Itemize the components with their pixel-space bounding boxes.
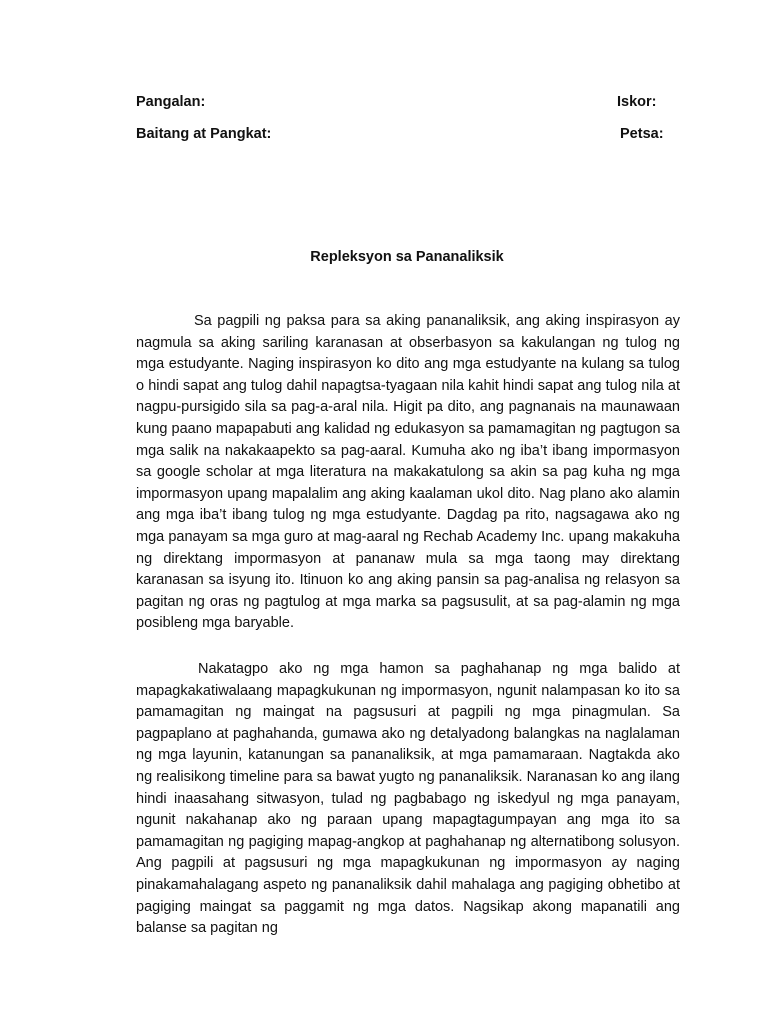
score-label: Iskor: [617,94,657,110]
date-label: Petsa: [620,126,664,142]
document-title: Repleksyon sa Pananaliksik [310,249,504,265]
paragraph-1: Sa pagpili ng paksa para sa aking pananaliksik, ang aking inspirasyon ay nagmula sa aking sariling karanasan at obserbasyon sa kakulangan ng tulog ng mga estudyante. Naging inspirasyon ko dito ang mga estudyante na kulang sa tulog o hindi sapat ang tulog dahil napagtsa-tyagaan nila kahit hindi sapat ang tulog nila at nagpu-pursigido sila sa pag-a-aral nila. Higit pa dito, ang pagnanais na maunawaan kung paano mapapabuti ang kalidad ng edukasyon sa pamamagitan ng pagtugon sa mga salik na nakakaapekto sa pag-aaral. Kumuha ako ng iba’t ibang impormasyon sa google scholar at mga literatura na makakatulong sa akin sa pag kuha ng mga impormasyon upang mapalalim ang aking kaalaman ukol dito. Nag plano ako alamin ang mga iba’t ibang tulog ng mga estudyante. Dagdag pa rito, nagsagawa ako ng mga panayam sa mga guro at mag-aaral ng Rechab Academy Inc. upang makakuha ng direktang impormasyon at pananaw mula sa mga taong may direktang karanasan sa isyung ito. Itinuon ko ang aking pansin sa pag-analisa ng relasyon sa pagitan ng oras ng pagtulog at mga marka sa pagsusulit, at sa pag-alamin ng mga posibleng mga baryable. [136,313,680,632]
paragraph-2: Nakatagpo ako ng mga hamon sa paghahanap ng mga balido at mapagkakatiwalaang mapagkukunan ng impormasyon, ngunit nalampasan ko ito sa pamamagitan ng maingat na pagsusuri at pagpili ng mga pinagmulan. Sa pagpaplano at paghahanda, gumawa ako ng detalyadong balangkas na naglalaman ng mga layunin, katanungan sa pananaliksik, at mga pamamaraan. Nagtakda ako ng realisikong timeline para sa bawat yugto ng pananaliksik. Naranasan ko ang ilang hindi inaasahang sitwasyon, tulad ng pagbabago ng iskedyul ng mga panayam, ngunit nakahanap ako ng paraan upang mapagtagumpayan ang mga ito sa pamamagitan ng pagiging mapag-angkop at paghahanap ng alternatibong solusyon. Ang pagpili at pagsusuri ng mga mapagkukunan ng impormasyon ay naging pinakamahalagang aspeto ng pananaliksik dahil mahalaga ang pagiging obhetibo at pagiging maingat sa paggamit ng mga datos. Nagsikap akong mapanatili ang balanse sa pagitan ng [136,661,680,937]
grade-section-label: Baitang at Pangkat: [136,126,272,142]
name-label: Pangalan: [136,94,206,110]
